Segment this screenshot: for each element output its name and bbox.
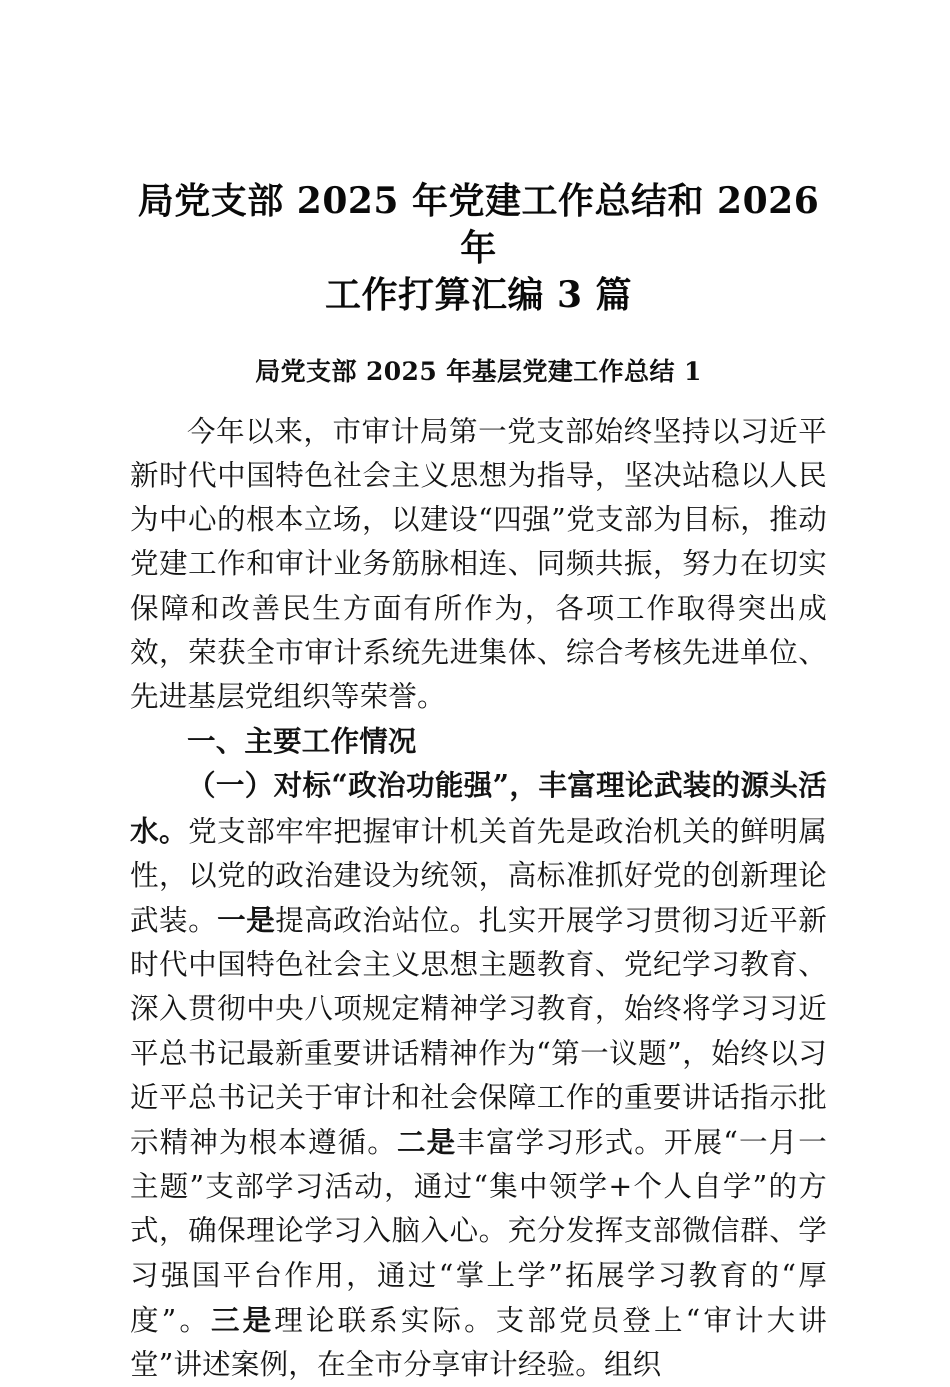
subsection-1-lead: （一）对标“政治功能强”，丰富理论武装的源头活水。: [130, 768, 827, 848]
subsection-1-text-3: 丰富学习形式。开展“一月一主题”支部学习活动，通过“集中领学+个人自学”的方式，确保理论学习入脑入心。充分发挥支部微信群、学习强国平台作用，通过“掌上学”拓展学习教育的“厚度”。: [130, 1126, 827, 1337]
page-title-line-1: 局党支部 2025 年党建工作总结和 2026 年: [137, 180, 820, 269]
document-subtitle: 局党支部 2025 年基层党建工作总结 1: [255, 357, 702, 386]
text-column: [130, 0, 827, 1387]
subsection-1-text-2: 提高政治站位。扎实开展学习贯彻习近平新时代中国特色社会主义思想主题教育、党纪学习教育、深入贯彻中央八项规定精神学习教育，始终将学习习近平总书记最新重要讲话精神作为“第一议题”，始终以习近平总书记关于审计和社会保障工作的重要讲话指示批示精神为根本遵循。: [130, 903, 827, 1159]
document-body: [130, 410, 827, 1387]
section-heading-1: 一、主要工作情况: [187, 724, 417, 759]
point-three-marker: 三是: [211, 1302, 275, 1337]
subsection-1-text-1: 党支部牢牢把握审计机关首先是政治机关的鲜明属性，以党的政治建设为统领，高标准抓好党的创新理论武装。: [130, 814, 828, 937]
subsection-1-paragraph: [130, 763, 827, 1387]
page-title-line-2: 工作打算汇编 3 篇: [324, 274, 633, 316]
point-one-marker: 一是: [217, 902, 276, 937]
subsection-1-text-4: 理论联系实际。支部党员登上“审计大讲堂”讲述案例，在全市分享审计经验。组织: [130, 1303, 828, 1382]
opening-paragraph: 今年以来，市审计局第一党支部始终坚持以习近平新时代中国特色社会主义思想为指导，坚决站稳以人民为中心的根本立场，以建设“四强”党支部为目标，推动党建工作和审计业务筋脉相连、同频共振，努力在切实保障和改善民生方面有所作为，各项工作取得突出成效，荣获全市审计系统先进集体、综合考核先进单位、先进基层党组织等荣誉。: [130, 414, 827, 713]
point-two-marker: 二是: [396, 1125, 457, 1159]
page-title: [130, 178, 827, 319]
